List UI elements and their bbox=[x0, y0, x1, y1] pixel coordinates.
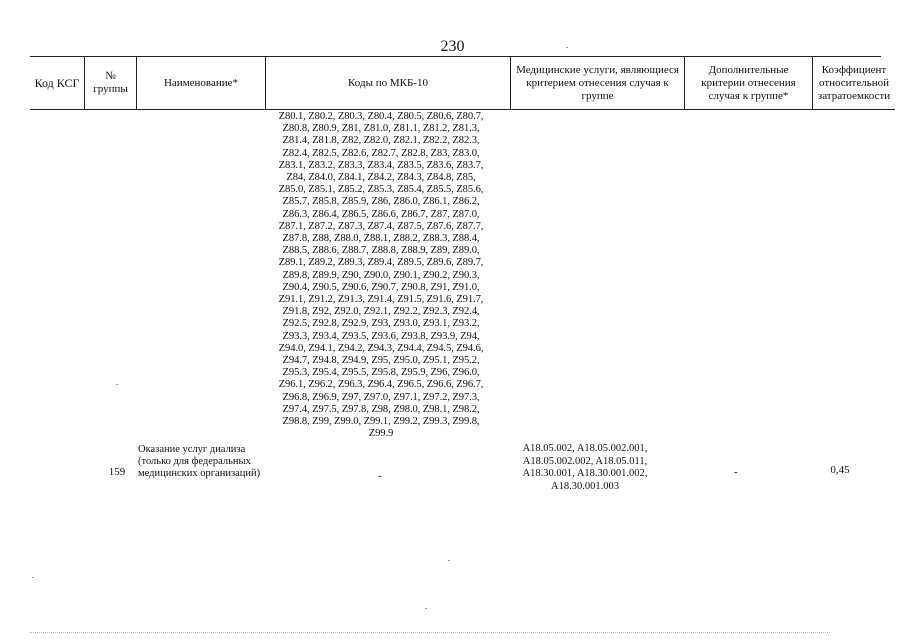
mkb-code-line: Z94.7, Z94.8, Z94.9, Z95, Z95.0, Z95.1, Z95.2, bbox=[282, 355, 480, 367]
header-name: Наименование* bbox=[137, 57, 266, 110]
mkb-code-line: Z88.5, Z88.6, Z88.7, Z88.8, Z88.9, Z89, Z89.0, bbox=[282, 245, 480, 257]
mkb-code-line: Z83.1, Z83.2, Z83.3, Z83.4, Z83.5, Z83.6, Z83.7, bbox=[278, 159, 484, 171]
service-code-line: A18.30.001, A18.30.001.002, bbox=[522, 468, 648, 479]
mkb-code-line: Z89.8, Z89.9, Z90, Z90.0, Z90.1, Z90.2, Z90.3, bbox=[282, 269, 480, 281]
header-medical-services: Медицинские услуги, являющиеся критерием отнесения случая к группе bbox=[511, 57, 685, 110]
mkb-code-line: Z93.3, Z93.4, Z93.5, Z93.6, Z93.8, Z93.9, Z94, bbox=[282, 330, 480, 342]
mkb-code-line: Z91.1, Z91.2, Z91.3, Z91.4, Z91.5, Z91.6, Z91.7, bbox=[278, 294, 484, 306]
header-coefficient: Коэффициент относительной затратоемкости bbox=[813, 57, 896, 110]
row-medical-services bbox=[500, 443, 670, 493]
mkb-code-line: Z80.1, Z80.2, Z80.3, Z80.4, Z80.5, Z80.6, Z80.7, bbox=[278, 111, 484, 122]
mkb-code-line: Z80.8, Z80.9, Z81, Z81.0, Z81.1, Z81.2, Z81.3, bbox=[282, 123, 480, 135]
mkb-code-line: Z95.3, Z95.4, Z95.5, Z95.8, Z95.9, Z96, Z96.0, bbox=[282, 367, 480, 379]
mkb-code-line: Z91.8, Z92, Z92.0, Z92.1, Z92.2, Z92.3, Z92.4, bbox=[282, 306, 480, 318]
mkb-code-line: Z99.9 bbox=[368, 428, 394, 440]
mkb-code-line: Z98.8, Z99, Z99.0, Z99.1, Z99.2, Z99.3, Z99.8, bbox=[282, 416, 480, 428]
mkb-code-line: Z90.4, Z90.5, Z90.6, Z90.7, Z90.8, Z91, Z91.0, bbox=[282, 281, 480, 293]
service-code-line: A18.30.001.003 bbox=[551, 480, 619, 492]
mkb-code-line: Z87.8, Z88, Z88.0, Z88.1, Z88.2, Z88.3, Z88.4, bbox=[282, 233, 480, 245]
scan-speck bbox=[116, 384, 118, 385]
mkb-code-line: Z94.0, Z94.1, Z94.2, Z94.3, Z94.4, Z94.5, Z94.6, bbox=[278, 342, 484, 354]
header-code-ksg: Код КСГ bbox=[30, 57, 85, 110]
service-code-line: A18.05.002, A18.05.002.001, bbox=[522, 443, 648, 454]
header-extra-criteria: Дополнительные критерии отнесения случая к группе* bbox=[685, 57, 813, 110]
mkb-code-line: Z85.0, Z85.1, Z85.2, Z85.3, Z85.4, Z85.5, Z85.6, bbox=[278, 184, 484, 196]
mkb-code-line: Z97.4, Z97.5, Z97.8, Z98, Z98.0, Z98.1, Z98.2, bbox=[282, 403, 480, 415]
scan-speck bbox=[425, 608, 427, 609]
mkb-code-line: Z87.1, Z87.2, Z87.3, Z87.4, Z87.5, Z87.6, Z87.7, bbox=[278, 220, 484, 232]
scan-noise-line bbox=[30, 632, 830, 634]
row-group-number: 159 bbox=[108, 466, 126, 478]
row-name: Оказание услуг диализа (только для федеральных медицинских организаций) bbox=[138, 444, 261, 479]
header-mkb-codes: Коды по МКБ-10 bbox=[266, 57, 511, 110]
mkb-codes-continued bbox=[262, 111, 500, 440]
scan-speck bbox=[448, 560, 450, 561]
row-coefficient: 0,45 bbox=[830, 464, 850, 476]
row-extra-criteria-dash: - bbox=[734, 466, 738, 478]
mkb-code-line: Z85.7, Z85.8, Z85.9, Z86, Z86.0, Z86.1, Z86.2, bbox=[282, 196, 480, 208]
mkb-code-line: Z82.4, Z82.5, Z82.6, Z82.7, Z82.8, Z83, Z83.0, bbox=[282, 147, 480, 159]
mkb-code-line: Z92.5, Z92.8, Z92.9, Z93, Z93.0, Z93.1, Z93.2, bbox=[282, 318, 480, 330]
table-header bbox=[30, 57, 895, 110]
scan-speck bbox=[566, 47, 568, 48]
service-code-line: A18.05.002.002, A18.05.011, bbox=[522, 455, 648, 467]
row-mkb-codes-dash: - bbox=[378, 470, 382, 482]
mkb-code-line: Z89.1, Z89.2, Z89.3, Z89.4, Z89.5, Z89.6, Z89.7, bbox=[278, 257, 484, 269]
page-number: 230 bbox=[440, 38, 465, 55]
mkb-code-line: Z84, Z84.0, Z84.1, Z84.2, Z84.3, Z84.8, Z85, bbox=[286, 172, 476, 184]
header-group-number: № группы bbox=[85, 57, 137, 110]
mkb-code-line: Z96.1, Z96.2, Z96.3, Z96.4, Z96.5, Z96.6, Z96.7, bbox=[278, 379, 484, 391]
mkb-code-line: Z86.3, Z86.4, Z86.5, Z86.6, Z86.7, Z87, Z87.0, bbox=[282, 208, 480, 220]
scan-speck bbox=[32, 577, 34, 578]
mkb-code-line: Z81.4, Z81.8, Z82, Z82.0, Z82.1, Z82.2, Z82.3, bbox=[282, 135, 480, 147]
mkb-code-line: Z96.8, Z96.9, Z97, Z97.0, Z97.1, Z97.2, Z97.3, bbox=[282, 391, 480, 403]
